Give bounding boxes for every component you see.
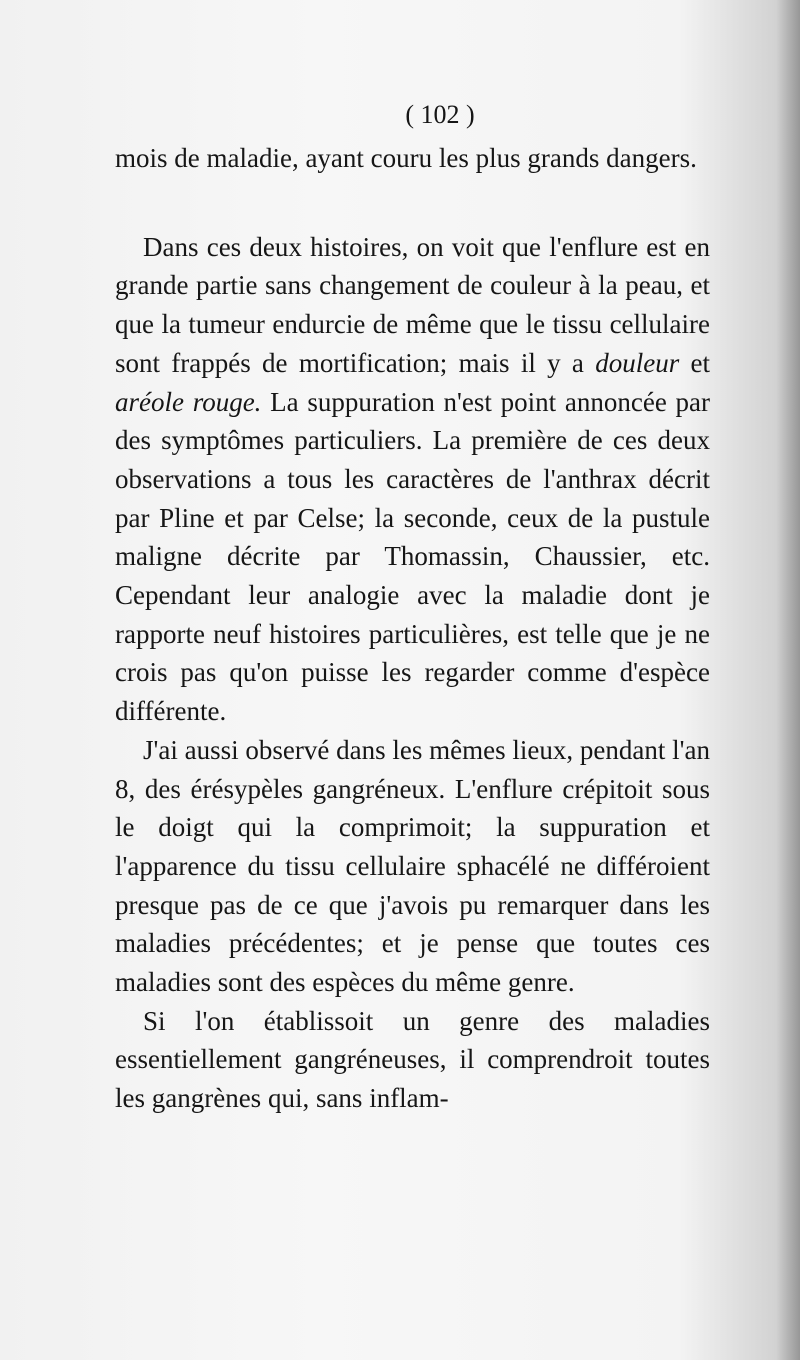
italic-term-areole-rouge: aréole rouge. [115,386,262,417]
paragraph-erysipeles: J'ai aussi observé dans les mêmes lieux, pendant l'an 8, des érésypèles gangréneux. L'enflure crépitoit sous le doigt qui la comprimoit; la suppuration et l'apparence du tissu cellulaire sphacélé ne différoient presque pas de ce que j'avois pu remarquer dans les maladies précédentes; et je pense que toutes ces maladies sont des espèces du même genre. [115,734,710,998]
paragraph-text-segment: La suppuration n'est point annoncée par des symptômes particuliers. La première de ces deux observations a tous les caractères de l'anthrax décrit par Pline et par Celse; la seconde, ceux de la pustule maligne décrite par Thomassin, Chaussier, etc. Cependant leur analogie avec la maladie dont je rapporte neuf histoires particulières, est telle que je ne crois pas qu'on puisse les regarder comme d'espèce différente. [115,386,710,727]
paragraph-text-segment: Dans ces deux histoires, on voit que l'enflure est en grande partie sans changement de couleur à la peau, et que la tumeur endurcie de même que le tissu cellulaire sont frappés de mortification; mais il y a [115,231,710,378]
paragraph-gangrenes: Si l'on établissoit un genre des maladies essentiellement gangréneuses, il comprendroit toutes les gangrènes qui, sans inflam- [115,1005,710,1114]
paragraph-text-segment: et [679,347,710,378]
italic-term-douleur: douleur [595,347,680,378]
paragraph-two-histories [115,228,710,731]
page-number: ( 102 ) [405,100,475,129]
text-block [115,95,710,1118]
page-edge-shadow [776,0,800,1360]
paragraph-continuation: mois de maladie, ayant couru les plus grands dangers. [115,143,697,173]
